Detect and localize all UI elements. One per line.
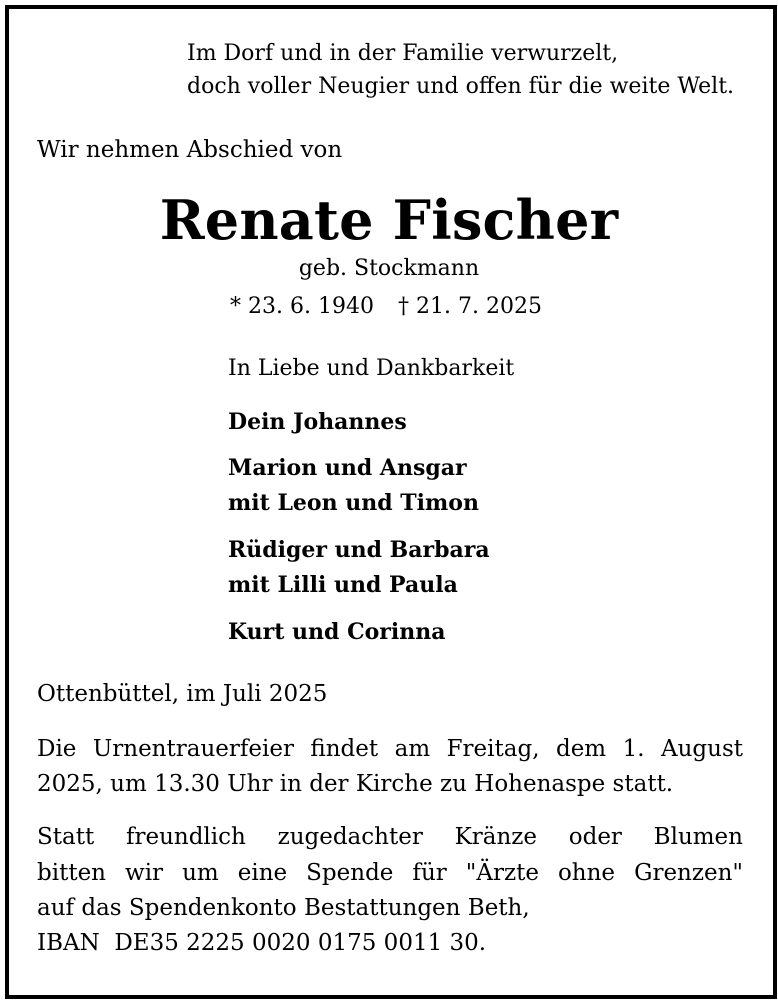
mourner-5: mit Lilli und Paula	[228, 572, 458, 598]
place-date: Ottenbüttel, im Juli 2025	[37, 681, 328, 707]
mourner-3: mit Leon und Timon	[228, 490, 479, 516]
motto-line-1: Im Dorf und in der Familie verwurzelt,	[187, 41, 619, 66]
dedication: In Liebe und Dankbarkeit	[228, 356, 515, 381]
birth-date: * 23. 6. 1940	[230, 294, 374, 319]
death-date: † 21. 7. 2025	[398, 294, 542, 319]
mourner-1: Dein Johannes	[228, 409, 407, 435]
intro-text: Wir nehmen Abschied von	[37, 137, 343, 163]
birth-name: geb. Stockmann	[298, 256, 480, 281]
donation-line-1: Statt freundlich zugedachter Kränze oder Blumen	[37, 824, 743, 850]
donation-line-3: auf das Spendenkonto Bestattungen Beth,	[37, 895, 530, 921]
mourner-2: Marion und Ansgar	[228, 455, 467, 481]
donation-line-2: bitten wir um eine Spende für "Ärzte ohne Grenzen"	[37, 860, 743, 886]
ceremony-line-2: 2025, um 13.30 Uhr in der Kirche zu Hohenaspe statt.	[37, 771, 674, 797]
iban-line: IBAN DE35 2225 0020 0175 0011 30.	[37, 930, 487, 956]
ceremony-line-1: Die Urnentrauerfeier findet am Freitag, dem 1. August	[37, 736, 743, 762]
deceased-name: Renate Fischer	[159, 188, 619, 252]
motto-line-2: doch voller Neugier und offen für die weite Welt.	[187, 74, 735, 99]
mourner-4: Rüdiger und Barbara	[228, 537, 490, 563]
mourner-6: Kurt und Corinna	[228, 619, 446, 645]
